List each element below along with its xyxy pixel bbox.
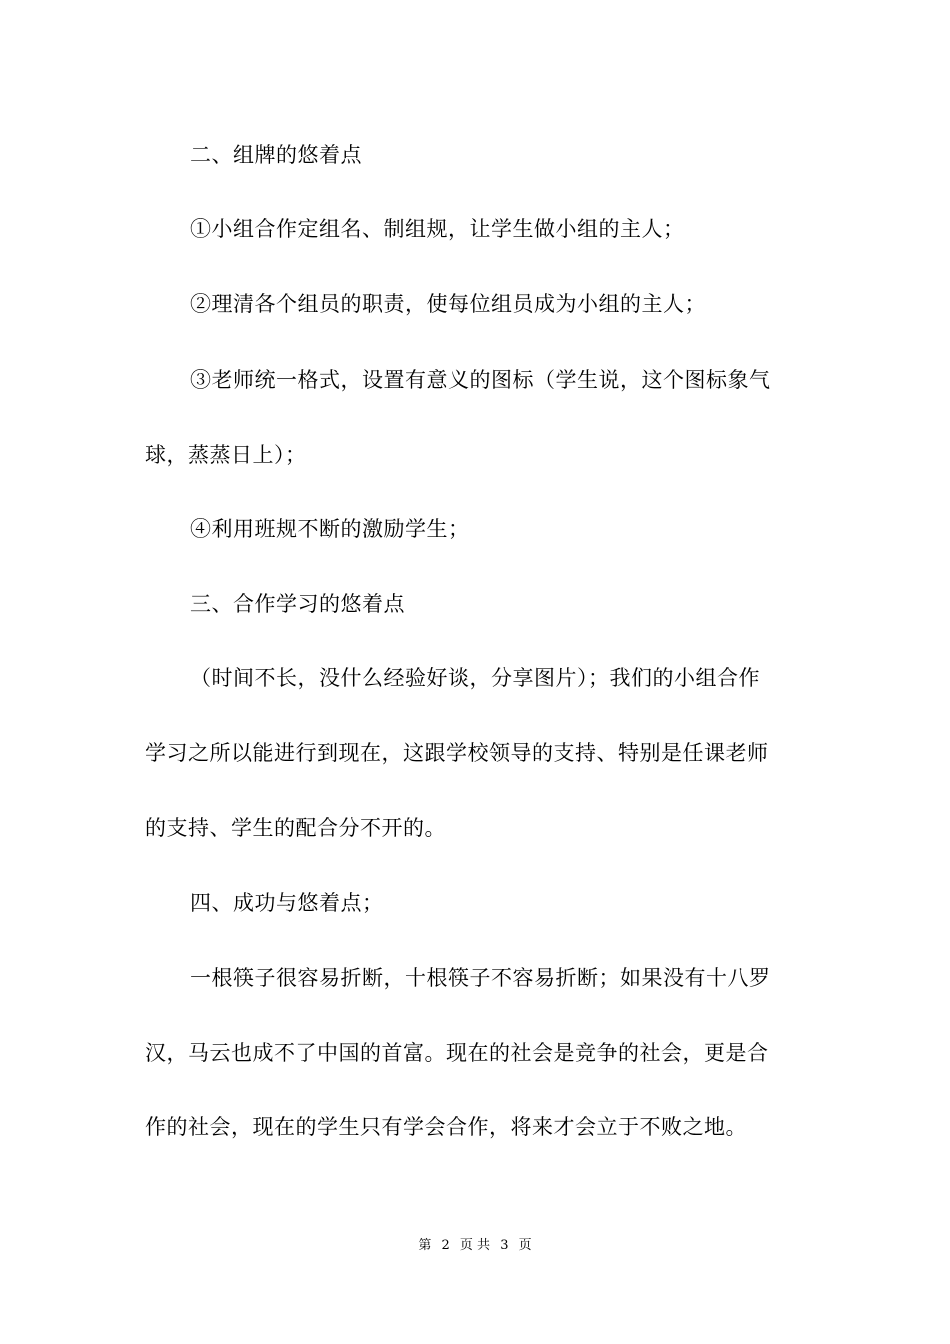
paragraph-line: ②理清各个组员的职责，使每位组员成为小组的主人； [190,292,706,316]
page-number: 2 [441,1238,450,1253]
paragraph-line: ①小组合作定组名、制组规，让学生做小组的主人； [190,217,685,241]
paragraph-line: 球，蒸蒸日上）； [145,443,307,467]
paragraph-line: 一根筷子很容易折断，十根筷子不容易折断；如果没有十八罗 [190,966,771,990]
paragraph-line: （时间不长，没什么经验好谈，分享图片）；我们的小组合作 [190,666,760,690]
total-pages: 3 [500,1238,509,1253]
paragraph-line: ③老师统一格式，设置有意义的图标（学生说，这个图标象气 [190,368,771,392]
paragraph-line: ④利用班规不断的激励学生； [190,517,470,541]
paragraph-line: 汉，马云也成不了中国的首富。现在的社会是竞争的社会，更是合 [145,1041,769,1065]
paragraph-line: 作的社会，现在的学生只有学会合作，将来才会立于不败之地。 [145,1115,747,1139]
section-heading-4: 四、成功与悠着点； [190,891,384,915]
page-label-mid: 页 共 [459,1238,491,1253]
page-label-suffix: 页 [518,1238,532,1253]
paragraph-line: 的支持、学生的配合分不开的。 [145,816,446,840]
page-label-prefix: 第 [418,1238,432,1253]
section-heading-3: 三、合作学习的悠着点 [190,592,405,616]
paragraph-line: 学习之所以能进行到现在，这跟学校领导的支持、特别是任课老师 [145,741,769,765]
page-footer [0,1238,950,1254]
section-heading-2: 二、组牌的悠着点 [190,143,362,167]
